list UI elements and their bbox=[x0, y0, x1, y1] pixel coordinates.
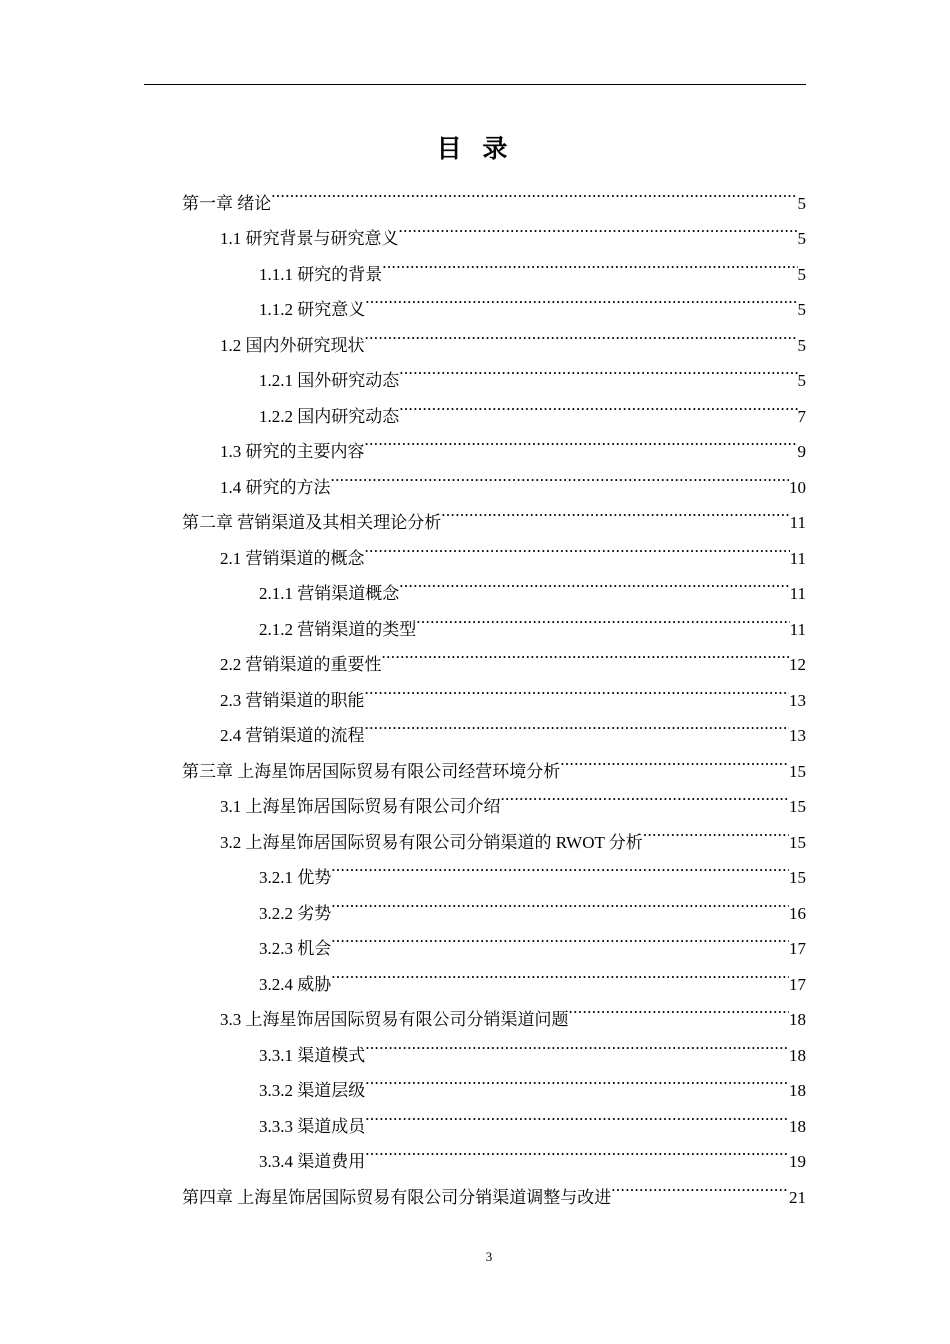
dot-leader bbox=[331, 457, 790, 493]
dot-leader bbox=[331, 883, 789, 919]
toc-entry-title: 1.1 研究背景与研究意义 bbox=[220, 229, 399, 248]
toc-entry-title: 2.3 营销渠道的职能 bbox=[220, 690, 365, 710]
toc-entry-page: 16 bbox=[789, 903, 806, 923]
dot-leader bbox=[441, 493, 789, 529]
toc-entry-page: 5 bbox=[797, 371, 806, 390]
dot-leader bbox=[365, 528, 790, 564]
toc-entry-page: 5 bbox=[797, 264, 806, 284]
toc-entry-page: 11 bbox=[789, 513, 806, 532]
toc-entry-title: 第一章 绪论 bbox=[182, 193, 272, 213]
toc-entry-title: 3.1 上海星饰居国际贸易有限公司介绍 bbox=[220, 797, 501, 816]
dot-leader bbox=[560, 741, 789, 777]
toc-entry-title: 3.3.1 渠道模式 bbox=[259, 1045, 366, 1065]
toc-entry-page: 19 bbox=[789, 1152, 806, 1171]
toc-entry-title: 3.2 上海星饰居国际贸易有限公司分销渠道的 RWOT 分析 bbox=[220, 832, 643, 852]
toc-entry-page: 11 bbox=[789, 619, 806, 639]
toc-entry-page: 11 bbox=[789, 584, 806, 603]
toc-entry-page: 18 bbox=[789, 1045, 806, 1065]
dot-leader bbox=[365, 670, 790, 706]
toc-entry-page: 5 bbox=[797, 229, 806, 248]
toc-entry-page: 15 bbox=[789, 832, 806, 852]
dot-leader bbox=[365, 1096, 789, 1132]
toc-entry-page: 15 bbox=[789, 868, 806, 887]
toc-entry-page: 9 bbox=[797, 442, 806, 461]
dot-leader bbox=[399, 386, 797, 422]
table-of-contents bbox=[182, 173, 806, 1207]
toc-title: 目 录 bbox=[436, 134, 514, 163]
toc-entry-title: 1.4 研究的方法 bbox=[220, 477, 331, 497]
dot-leader bbox=[399, 209, 798, 245]
toc-entry-title: 1.2.1 国外研究动态 bbox=[259, 371, 400, 390]
dot-leader bbox=[331, 954, 789, 990]
toc-entry[interactable] bbox=[182, 209, 806, 248]
toc-entry-page: 10 bbox=[789, 477, 806, 497]
dot-leader bbox=[365, 422, 798, 458]
toc-entry-title: 3.2.2 劣势 bbox=[259, 903, 332, 923]
page-number: 3 bbox=[485, 1249, 493, 1264]
dot-leader bbox=[569, 990, 790, 1026]
toc-entry-title: 2.1.2 营销渠道的类型 bbox=[259, 619, 417, 639]
toc-entry-page: 5 bbox=[797, 193, 806, 213]
dot-leader bbox=[365, 706, 790, 742]
toc-entry-page: 7 bbox=[797, 406, 806, 426]
dot-leader bbox=[416, 599, 789, 635]
toc-entry-title: 3.2.3 机会 bbox=[259, 939, 332, 958]
toc-entry-title: 3.3.4 渠道费用 bbox=[259, 1152, 366, 1171]
dot-leader bbox=[382, 635, 790, 671]
toc-entry-title: 2.1 营销渠道的概念 bbox=[220, 548, 365, 568]
dot-leader bbox=[501, 777, 790, 813]
dot-leader bbox=[399, 351, 797, 387]
dot-leader bbox=[365, 1025, 789, 1061]
toc-entry-title: 3.2.1 优势 bbox=[259, 868, 332, 887]
toc-entry[interactable] bbox=[182, 173, 806, 213]
toc-entry-title: 3.2.4 威胁 bbox=[259, 974, 332, 994]
toc-entry-title: 1.2.2 国内研究动态 bbox=[259, 406, 400, 426]
dot-leader bbox=[365, 280, 797, 316]
toc-entry-title: 1.3 研究的主要内容 bbox=[220, 442, 365, 461]
toc-entry-page: 15 bbox=[789, 761, 806, 781]
dot-leader bbox=[382, 244, 797, 280]
dot-leader bbox=[399, 564, 789, 600]
toc-entry-page: 18 bbox=[789, 1116, 806, 1136]
toc-entry-title: 第二章 营销渠道及其相关理论分析 bbox=[182, 513, 442, 532]
toc-entry-page: 17 bbox=[789, 939, 806, 958]
toc-entry-page: 15 bbox=[789, 797, 806, 816]
toc-entry-page: 18 bbox=[789, 1081, 806, 1100]
toc-entry-title: 3.3.3 渠道成员 bbox=[259, 1116, 366, 1136]
dot-leader bbox=[365, 1061, 789, 1097]
dot-leader bbox=[271, 173, 797, 209]
toc-entry-title: 3.3.2 渠道层级 bbox=[259, 1081, 366, 1100]
dot-leader bbox=[331, 919, 789, 955]
toc-entry-page: 5 bbox=[797, 335, 806, 355]
toc-entry-title: 2.4 营销渠道的流程 bbox=[220, 726, 365, 745]
dot-leader bbox=[331, 848, 789, 884]
toc-entry-title: 2.1.1 营销渠道概念 bbox=[259, 584, 400, 603]
toc-entry-page: 17 bbox=[789, 974, 806, 994]
toc-entry-page: 13 bbox=[789, 690, 806, 710]
dot-leader bbox=[365, 315, 798, 351]
toc-entry-page: 21 bbox=[789, 1187, 806, 1207]
dot-leader bbox=[643, 812, 789, 848]
toc-entry-title: 第三章 上海星饰居国际贸易有限公司经营环境分析 bbox=[182, 761, 561, 781]
toc-entry-page: 13 bbox=[789, 726, 806, 745]
toc-entry-page: 11 bbox=[789, 548, 806, 568]
toc-entry-page: 18 bbox=[789, 1010, 806, 1029]
header-rule bbox=[144, 84, 806, 85]
dot-leader bbox=[611, 1167, 789, 1203]
toc-entry-title: 1.2 国内外研究现状 bbox=[220, 335, 365, 355]
toc-entry-page: 5 bbox=[797, 300, 806, 319]
toc-entry-title: 1.1.2 研究意义 bbox=[259, 300, 366, 319]
toc-entry-title: 3.3 上海星饰居国际贸易有限公司分销渠道问题 bbox=[220, 1010, 569, 1029]
toc-entry-title: 2.2 营销渠道的重要性 bbox=[220, 655, 382, 674]
dot-leader bbox=[365, 1132, 789, 1168]
toc-entry-page: 12 bbox=[789, 655, 806, 674]
toc-entry-title: 第四章 上海星饰居国际贸易有限公司分销渠道调整与改进 bbox=[182, 1187, 612, 1207]
toc-entry-title: 1.1.1 研究的背景 bbox=[259, 264, 383, 284]
